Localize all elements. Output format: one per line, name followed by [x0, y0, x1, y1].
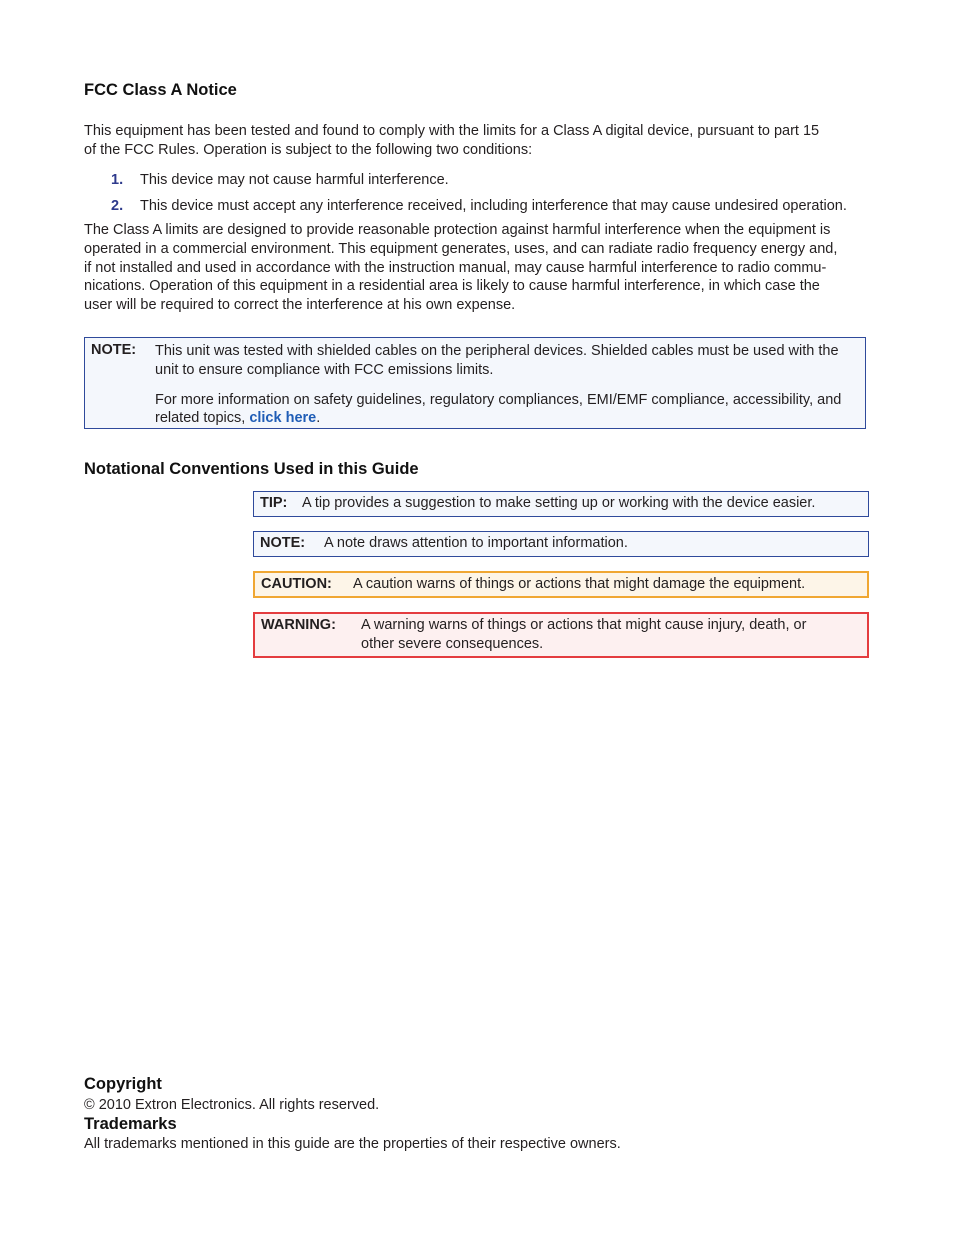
note-paragraph-2-end: .	[316, 410, 321, 427]
fcc-intro	[84, 122, 864, 160]
fcc-limits-paragraph	[84, 221, 874, 315]
note-label: NOTE:	[91, 342, 137, 358]
fcc-intro-line-1: This equipment has been tested and found to comply with the limits for a Class A digital device, pursuant to part 15	[84, 123, 820, 139]
trademarks-heading: Trademarks	[84, 1115, 177, 1133]
note-content	[155, 342, 861, 428]
limits-line: nications. Operation of this equipment in a residential area is likely to cause harmful interference, in which case the	[84, 278, 820, 295]
note-convention-text: A note draws attention to important information.	[324, 535, 628, 551]
caution-label: CAUTION:	[261, 576, 332, 592]
fcc-intro-line-2: of the FCC Rules. Operation is subject to the following two conditions:	[84, 141, 533, 158]
note-paragraph-2-text: For more information on safety guidelines, regulatory compliances, EMI/EMF compliance, accessibility, and related topics,	[155, 391, 842, 427]
fcc-note-box	[84, 337, 866, 429]
condition-item-1	[111, 171, 891, 190]
tip-text: A tip provides a suggestion to make setting up or working with the device easier.	[302, 495, 816, 511]
condition-number: 2.	[111, 198, 124, 214]
limits-line: user will be required to correct the interference at his own expense.	[84, 297, 516, 314]
note-paragraph-1: This unit was tested with shielded cables on the peripheral devices. Shielded cables must be used with the unit to ensure compliance with FCC emissions limits.	[155, 343, 839, 378]
conventions-heading: Notational Conventions Used in this Guide	[84, 460, 419, 478]
fcc-heading: FCC Class A Notice	[84, 81, 237, 99]
condition-text: This device must accept any interference received, including interference that may cause undesired operation.	[140, 198, 847, 214]
caution-box	[253, 571, 869, 598]
warning-line-1: A warning warns of things or actions that might cause injury, death, or	[361, 617, 807, 633]
condition-item-2	[111, 197, 891, 216]
copyright-heading: Copyright	[84, 1075, 162, 1093]
tip-label: TIP:	[260, 495, 288, 511]
caution-text: A caution warns of things or actions that might damage the equipment.	[353, 576, 806, 592]
limits-line: if not installed and used in accordance with the instruction manual, may cause harmful interference to radio commu-	[84, 259, 827, 276]
limits-line: The Class A limits are designed to provide reasonable protection against harmful interference when the equipment is	[84, 222, 831, 238]
copyright-text: © 2010 Extron Electronics. All rights reserved.	[84, 1097, 380, 1113]
trademarks-text: All trademarks mentioned in this guide are the properties of their respective owners.	[84, 1136, 621, 1152]
warning-box	[253, 612, 869, 658]
note-convention-label: NOTE:	[260, 535, 306, 551]
note-paragraph-2	[155, 391, 861, 429]
tip-box	[253, 491, 869, 517]
note-convention-box	[253, 531, 869, 557]
warning-text	[361, 616, 806, 654]
click-here-link[interactable]: click here	[249, 410, 317, 427]
warning-line-2: other severe consequences.	[361, 635, 544, 652]
condition-text: This device may not cause harmful interference.	[140, 172, 449, 188]
warning-label: WARNING:	[261, 617, 336, 633]
limits-line: operated in a commercial environment. This equipment generates, uses, and can radiate radio frequency energy and,	[84, 240, 838, 257]
condition-number: 1.	[111, 172, 124, 188]
